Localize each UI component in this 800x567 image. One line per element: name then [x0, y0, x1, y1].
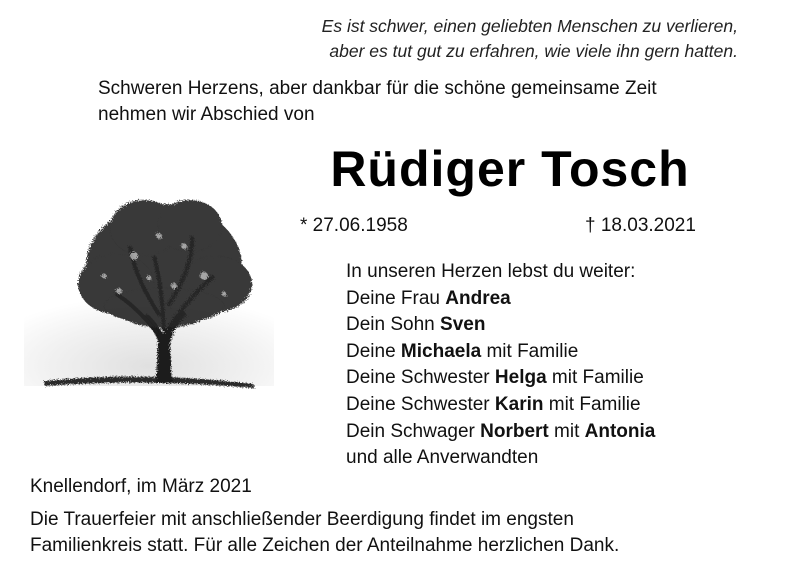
family-row: Deine Schwester Karin mit Familie [346, 393, 641, 415]
intro-line-1: Schweren Herzens, aber dankbar für die schöne gemeinsame Zeit [98, 78, 657, 99]
closing-line-1: Die Trauerfeier mit anschließender Beerdigung findet im engsten [30, 509, 574, 530]
intro-text [98, 76, 657, 128]
memorial-quote [322, 14, 738, 64]
tree-silhouette-icon [24, 166, 274, 402]
place-date: Knellendorf, im März 2021 [30, 476, 252, 497]
family-member-name: Helga [494, 367, 547, 389]
intro-line-2: nehmen wir Abschied von [98, 104, 315, 125]
family-member-name: Sven [440, 314, 486, 336]
family-row: Deine Schwester Helga mit Familie [346, 367, 644, 389]
quote-line-2: aber es tut gut zu erfahren, wie viele ihn gern hatten. [329, 41, 738, 61]
birth-date: * 27.06.1958 [300, 215, 408, 236]
family-member-name: Michaela [400, 340, 482, 362]
quote-line-1: Es ist schwer, einen geliebten Menschen zu verlieren, [321, 16, 738, 36]
closing-line-2: Familienkreis statt. Für alle Zeichen der Anteilnahme herzlichen Dank. [30, 535, 620, 556]
family-member-name: Andrea [445, 287, 511, 309]
family-member-name: Norbert [480, 420, 549, 442]
closing-text [30, 507, 619, 559]
family-row: Dein Schwager Norbert mit Antonia [346, 420, 656, 442]
family-heading: In unseren Herzen lebst du weiter: [346, 261, 636, 282]
family-row: Deine Michaela mit Familie [346, 340, 579, 362]
deceased-name: Rüdiger Tosch [330, 141, 690, 197]
family-member-name: Karin [494, 393, 544, 415]
family-footer: und alle Anverwandten [346, 447, 539, 469]
family-row: Dein Sohn Sven [346, 314, 486, 336]
death-date: † 18.03.2021 [585, 215, 696, 236]
family-row: Deine Frau Andrea [346, 287, 511, 309]
family-member-name-2: Antonia [584, 420, 656, 442]
family-list [346, 259, 655, 472]
